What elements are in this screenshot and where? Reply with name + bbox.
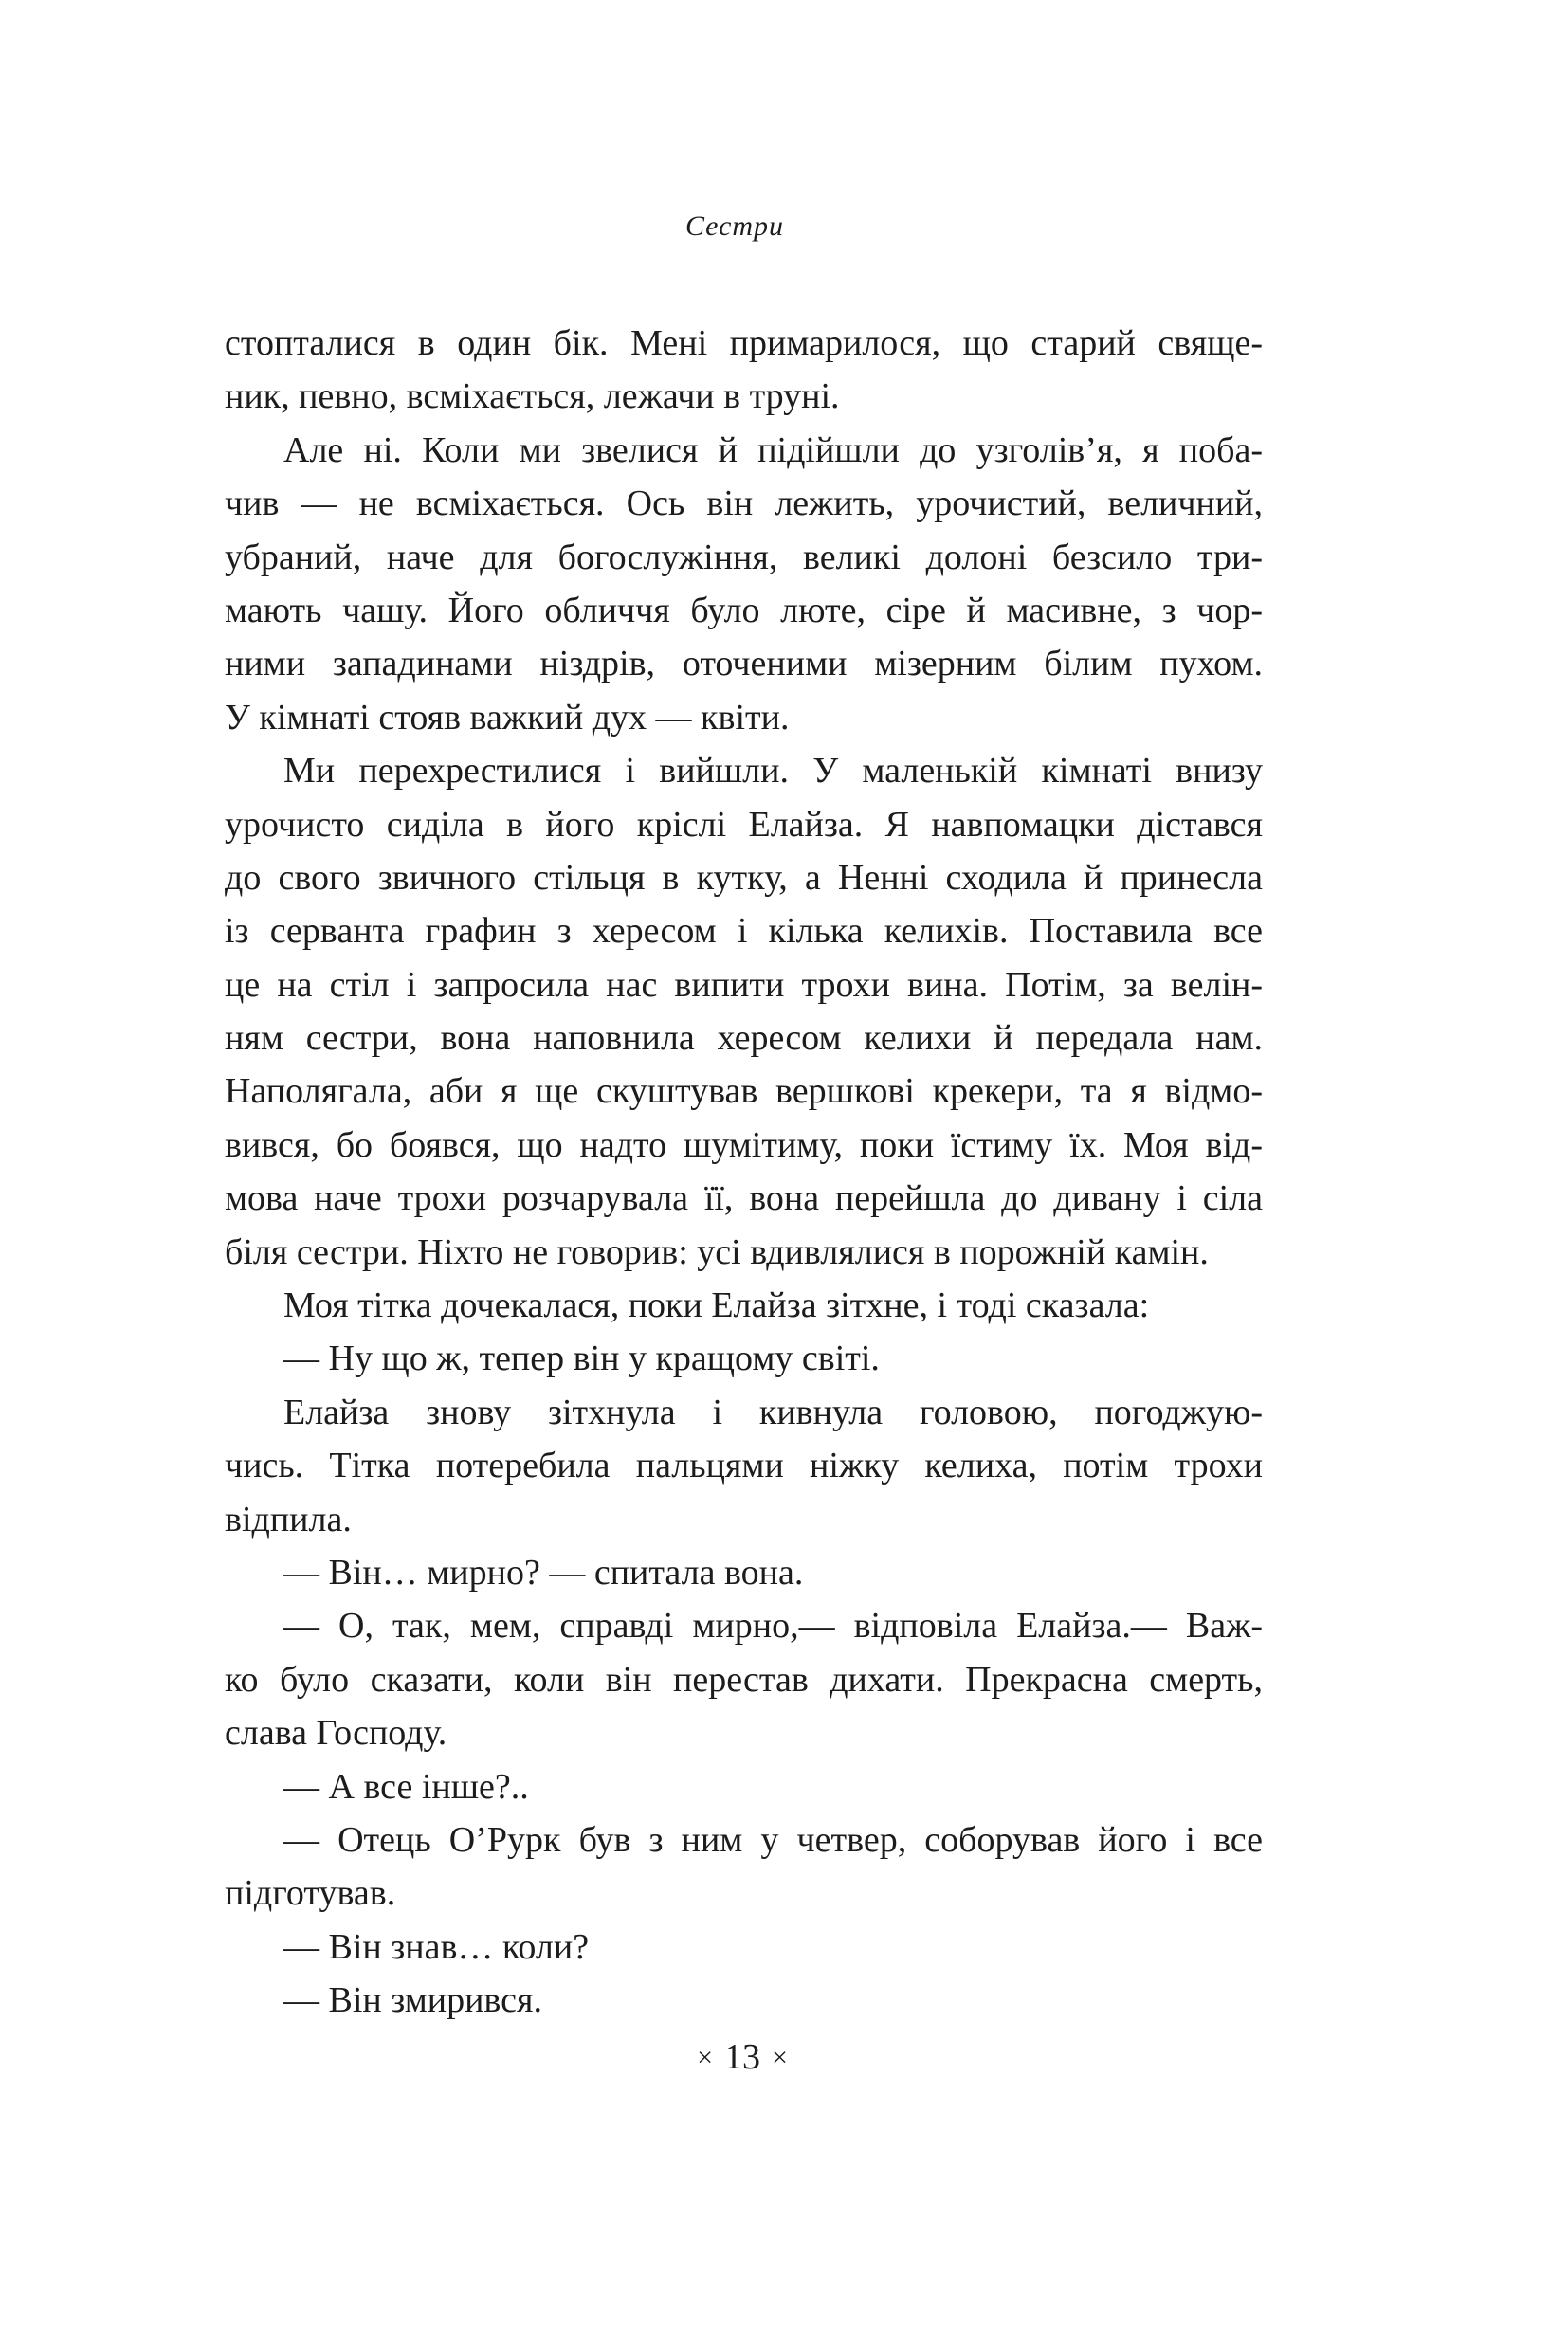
text-line: — Ну що ж, тепер він у кращому світі. bbox=[283, 1339, 880, 1379]
text-line: Наполягала, аби я ще скуштував вершкові крекери, та я відмо- bbox=[225, 1071, 1263, 1112]
text-line: із серванта графин з хересом і кілька келихів. Поставила все bbox=[225, 911, 1263, 952]
text-line: урочисто сиділа в його кріслі Елайза. Я навпомацки дістався bbox=[225, 804, 1263, 845]
text-line: біля сестри. Ніхто не говорив: усі вдивлялися в порожній камін. bbox=[225, 1231, 1209, 1272]
text-line: чив — не всміхається. Ось він лежить, урочистий, величний, bbox=[225, 483, 1263, 524]
text-line: стопталися в один бік. Мені примарилося, що старий свяще- bbox=[225, 323, 1263, 363]
text-line: — Він знав… коли? bbox=[283, 1926, 590, 1967]
text-line: — Він змирився. bbox=[283, 1980, 542, 2021]
text-line: Елайза знову зітхнула і кивнула головою, погоджую- bbox=[283, 1392, 1263, 1432]
text-line: Але ні. Коли ми звелися й підійшли до узголів’я, я поба- bbox=[283, 429, 1263, 470]
text-line: вився, бо боявся, що надто шумітиму, поки їстиму їх. Моя від- bbox=[225, 1124, 1263, 1165]
folio-ornament-left: × bbox=[697, 2042, 713, 2073]
text-line: слава Господу. bbox=[225, 1713, 447, 1754]
text-line: мають чашу. Його обличчя було люте, сіре й масивне, з чор- bbox=[225, 590, 1263, 630]
text-line: — О, так, мем, справді мирно,— відповіла Елайза.— Важ- bbox=[283, 1606, 1263, 1647]
text-line: це на стіл і запросила нас випити трохи вина. Потім, за велін- bbox=[225, 964, 1263, 1005]
text-line: У кімнаті стояв важкий дух — квіти. bbox=[225, 697, 790, 738]
folio-ornament-right: × bbox=[772, 2042, 788, 2073]
text-line: чись. Тітка потеребила пальцями ніжку келиха, потім трохи bbox=[225, 1446, 1263, 1486]
text-line: Моя тітка дочекалася, поки Елайза зітхне, і тоді сказала: bbox=[283, 1285, 1150, 1326]
text-line: ник, певно, всміхається, лежачи в труні. bbox=[225, 376, 840, 417]
text-line: мова наче трохи розчарувала її, вона перейшла до дивану і сіла bbox=[225, 1178, 1263, 1219]
body-text bbox=[225, 317, 1263, 2028]
text-line: — Він… мирно? — спитала вона. bbox=[283, 1552, 804, 1593]
page-number-value: 13 bbox=[724, 2037, 760, 2077]
text-line: ко було сказати, коли він перестав дихати. Прекрасна смерть, bbox=[225, 1659, 1263, 1700]
text-line: до свого звичного стільця в кутку, а Ненні сходила й принесла bbox=[225, 857, 1263, 898]
text-line: — А все інше?.. bbox=[283, 1766, 529, 1807]
text-line: відпила. bbox=[225, 1499, 352, 1539]
text-line: ними западинами ніздрів, оточеними мізерним білим пухом. bbox=[225, 644, 1263, 684]
text-line: ням сестри, вона наповнила хересом келихи й передала нам. bbox=[225, 1018, 1263, 1059]
running-head: Сестри bbox=[684, 210, 785, 242]
text-line: убраний, наче для богослужіння, великі долоні безсило три- bbox=[225, 537, 1263, 577]
text-line: підготував. bbox=[225, 1873, 396, 1914]
page-number bbox=[0, 2036, 1485, 2078]
text-line: — Отець О’Рурк був з ним у четвер, соборував його і все bbox=[283, 1819, 1263, 1860]
text-line: Ми перехрестилися і вийшли. У маленькій кімнаті внизу bbox=[283, 751, 1263, 792]
